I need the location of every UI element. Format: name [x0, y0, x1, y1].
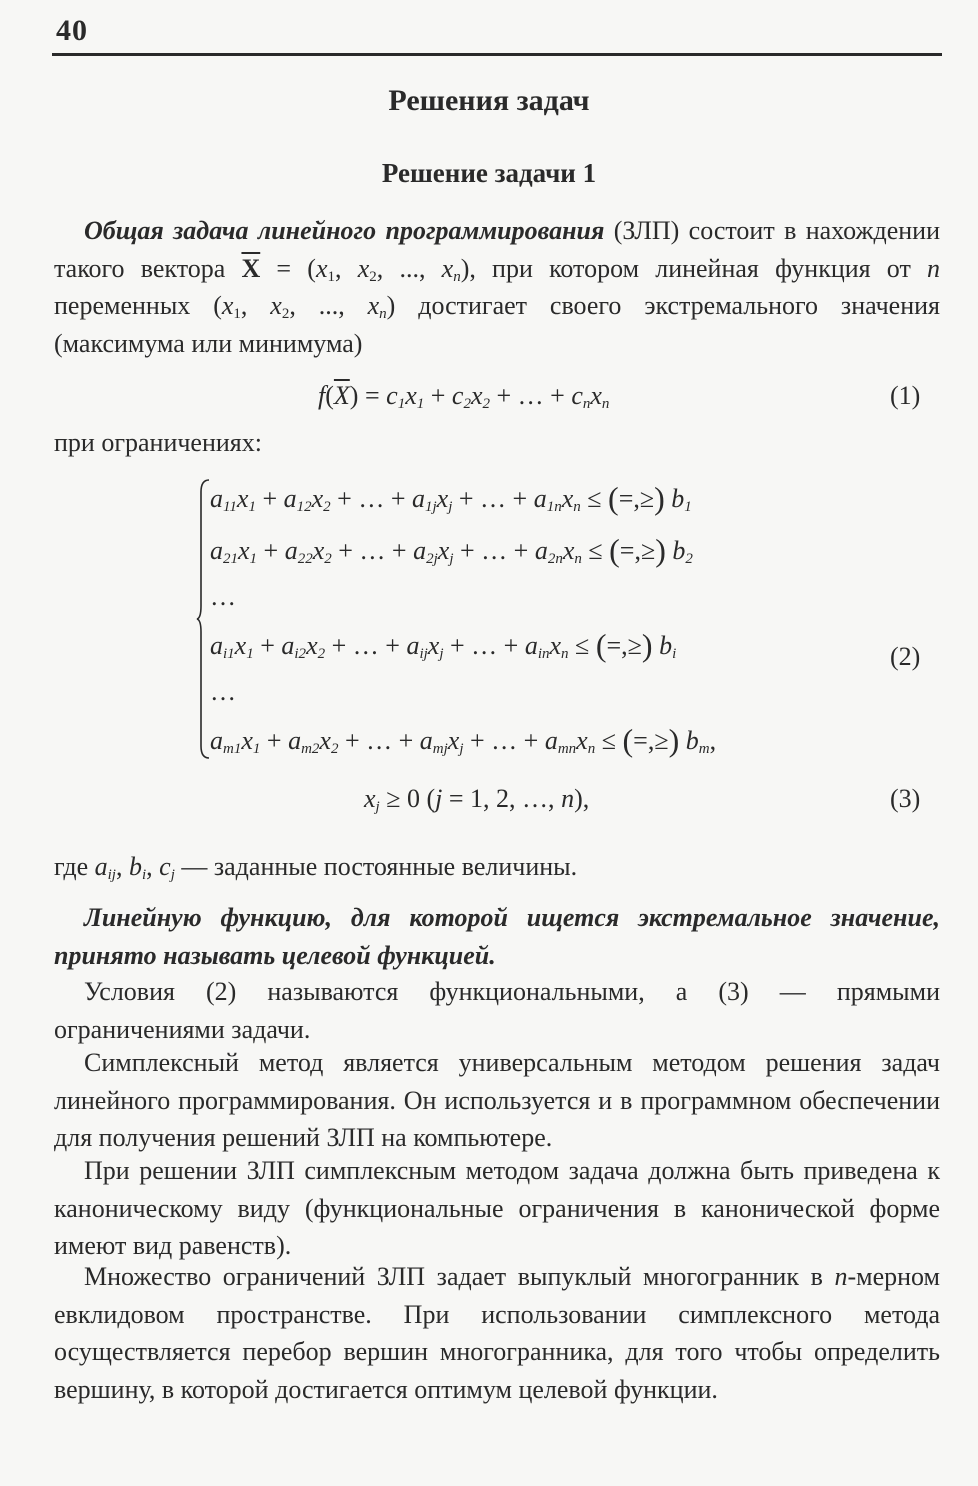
- constraint-row-1: $a_{11}x_1 + a_{12}x_2$ + … + $a_{1j}x_j$ + … + $a_{1n}x_n$ ≤ (=,≥) $b_1$: [210, 480, 692, 516]
- section-title: Решения задач: [388, 84, 590, 117]
- constraint-ellipsis-1: …: [210, 582, 236, 611]
- paragraph-constraints: при ограничениях:: [54, 428, 262, 457]
- subsection-title: Решение задачи 1: [381, 158, 597, 188]
- paragraph-canonical: При решении ЗЛП симплексным методом задача должна быть приведена к каноническому виду (функциональные ограничения в канонической форме имеют вид равенств).: [54, 1156, 940, 1260]
- paragraph-definition-lp: Общая задача линейного программирования (ЗЛП) состоит в нахождении такого вектора $\overline{X} = (x_1$, $x_2$, ..., $x_n$), при котором линейная функция от n переменных ($x_1$, $x_2$, ..., $x_n$) достигает своего экстремального значения (максимума или минимума): [54, 216, 941, 358]
- equation-3-nonneg: $x_j \ge 0$ (j = 1, 2, …, n),: [364, 784, 590, 815]
- header-rule: [52, 53, 942, 56]
- page-number: 40: [56, 14, 88, 47]
- equation-2-number: (2): [890, 642, 921, 671]
- constraint-ellipsis-2: …: [210, 677, 236, 706]
- equation-3-number: (3): [890, 784, 921, 813]
- constraint-row-m: $a_{m1}x_1 + a_{m2}x_2$ + … + $a_{mj}x_j$ + … + $a_{mn}x_n$ ≤ (=,≥) $b_m$,: [210, 722, 717, 758]
- vector-x: $\overline{X} = (x_1$, $x_2$, ..., $x_n$): [241, 253, 470, 285]
- definition-objective-function: Линейную функцию, для которой ищется экстремальное значение, принято называть целевой функцией.: [54, 903, 940, 970]
- paragraph-where: где $a_{ij}$, $b_i$, $c_j$ — заданные постоянные величины.: [54, 852, 578, 883]
- constraint-row-2: $a_{21}x_1 + a_{22}x_2$ + … + $a_{2j}x_j$ + … + $a_{2n}x_n$ ≤ (=,≥) $b_2$: [210, 532, 693, 568]
- paragraph-simplex: Симплексный метод является универсальным методом решения задач линейного программирования. Он используется и в программном обеспечении для получения решений ЗЛП на компьютере.: [54, 1048, 940, 1152]
- term-lp: Общая задача линейного программирования: [84, 216, 605, 245]
- constraint-row-i: $a_{i1}x_1 + a_{i2}x_2$ + … + $a_{ij}x_j$ + … + $a_{in}x_n$ ≤ (=,≥) $b_i$: [210, 627, 677, 663]
- paragraph-polyhedron: Множество ограничений ЗЛП задает выпуклый многогранник в n-мерном евклидовом пространстве. При использовании симплексного метода осуществляется перебор вершин многогранника, для того чтобы определить вершину, в которой достигается оптимум целевой функции.: [54, 1262, 940, 1404]
- system-brace: [196, 478, 210, 760]
- paragraph-conditions: Условия (2) называются функциональными, а (3) — прямыми ограничениями задачи.: [54, 977, 940, 1044]
- equation-1-number: (1): [890, 381, 921, 410]
- equation-1-objective: $f(\overline{X}) = c_1x_1 + c_2x_2$ + … + $c_nx_n$: [318, 381, 610, 412]
